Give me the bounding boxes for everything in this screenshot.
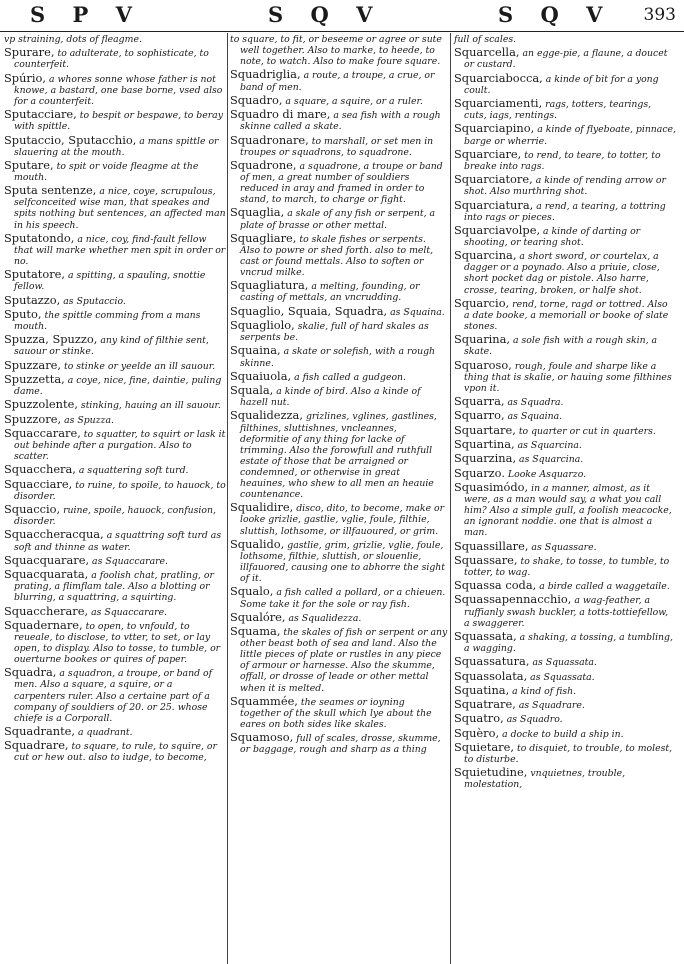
definition: as Squarcina. — [519, 454, 584, 466]
headword: Squaglia, — [230, 205, 285, 220]
definition: a squattring soft turd as soft and thinne as water. — [14, 530, 222, 553]
definition: full of scales. — [454, 34, 517, 45]
headword: Squarciare, — [454, 146, 522, 161]
definition: to bespit or bespawe, to beray with spittle. — [14, 110, 223, 133]
headword: Squietare, — [454, 739, 514, 754]
header-rule — [0, 31, 684, 32]
definition: a mans spittle or slauering at the mouth. — [14, 135, 219, 158]
dictionary-entry — [454, 123, 676, 146]
headword: Squaroso, — [454, 357, 512, 372]
headword: Squadronare, — [230, 132, 309, 147]
dictionary-entry — [454, 34, 676, 45]
definition: to disquiet, to trouble, to molest, to disturbe. — [464, 742, 673, 766]
definition: as Squadra. — [507, 397, 564, 409]
headword: Squaccherare, — [4, 603, 89, 618]
dictionary-entry — [454, 682, 676, 697]
headword: Squammée, — [230, 693, 298, 708]
headword: Sputatondo, — [4, 230, 75, 245]
headword: Squarzina, — [454, 451, 517, 466]
dictionary-entry — [454, 725, 676, 740]
headword: Spuzzare, — [4, 357, 62, 372]
dictionary-entry — [454, 439, 676, 451]
headword: Sputa sentenze, — [4, 183, 97, 198]
definition: a nice, coye, scrupulous, selfconceited wise man, that speakes and spits nothing but sentences, an affected man in his speech. — [14, 186, 226, 231]
headword: Squadriglia, — [230, 67, 301, 82]
page-header — [0, 0, 684, 30]
headword: Squaiuola, — [230, 368, 292, 383]
definition: a squadrone, a troupe or band of men, a great number of souldiers reduced in aray and framed in order to stand, to march, to charge or fight. — [240, 160, 443, 206]
dictionary-entry — [4, 185, 226, 230]
headword: Squietudine, — [454, 765, 528, 780]
dictionary-entry — [4, 726, 226, 738]
headword: Squatina, — [454, 682, 510, 697]
headword: Squaccio, — [4, 502, 61, 517]
dictionary-entry — [230, 230, 448, 279]
definition: to adulterate, to sophisticate, to counterfeit. — [14, 48, 209, 71]
definition: vnquietnes, trouble, molestation, — [464, 768, 626, 791]
headword: Squadernare, — [4, 617, 83, 632]
definition: a docke to build a ship in. — [502, 728, 624, 740]
definition: to ruine, to spoile, to hauock, to disorder. — [14, 479, 226, 502]
dictionary-entry — [4, 667, 226, 723]
dictionary-entry — [230, 345, 448, 368]
definition: a whores sonne whose father is not knowe, a bastard, one base borne, vsed also for a counterfeit. — [14, 73, 223, 107]
dictionary-entry — [230, 502, 448, 536]
dictionary-entry — [4, 569, 226, 603]
headword: Squadrone, — [230, 157, 297, 172]
dictionary-entry — [4, 529, 226, 552]
headword: Squasimódo, — [454, 479, 529, 494]
definition: rend, torne, ragd or tottred. Also a date booke, a memoriall or booke of slate stones. — [464, 298, 669, 333]
dictionary-entry — [454, 656, 676, 668]
column-divider — [227, 33, 228, 964]
dictionary-entry — [230, 207, 448, 230]
definition: as Squarcina. — [517, 440, 582, 451]
definition: a short sword, or courtelax, a dagger or a poynado. Also a priuie, close, short pocket dag or pistole. Also harre, crosse, tearing, broken, or halfe shot. — [464, 251, 660, 296]
dictionary-entry — [4, 157, 226, 183]
dictionary-entry — [454, 668, 676, 683]
page-number: 393 — [643, 5, 676, 25]
dictionary-entry — [4, 109, 226, 132]
definition: to square, to fit, or beseeme or agree or sute well together. Also to marke, to heede, to note, to watch. Also to make foure square. — [230, 34, 442, 68]
dictionary-entry — [230, 536, 448, 585]
definition: a fish called a gudgeon. — [294, 371, 406, 383]
headword: Spuzza, Spuzzo, — [4, 332, 98, 347]
definition: a spitting, a spauling, snottie fellow. — [14, 270, 206, 293]
definition: gastlie, grim, grizlie, vglie, foule, lothsome, filthie, sluttish, or slouenlie, illfauored, causing one to abhorre the sight of it. — [240, 539, 446, 585]
dictionary-entry — [454, 295, 676, 333]
headword: Squacciare, — [4, 476, 73, 491]
definition: as Squadro. — [506, 714, 563, 726]
dictionary-entry — [230, 109, 448, 132]
dictionary-entry — [4, 132, 226, 158]
dictionary-entry — [230, 693, 448, 730]
headword: Squadra, — [4, 665, 57, 680]
dictionary-entry — [454, 580, 676, 592]
definition: to square, to rule, to squire, or cut or hew out. also to iudge, to become, — [14, 741, 217, 764]
dictionary-entry — [454, 628, 676, 654]
headword: Spuzzetta, — [4, 371, 65, 386]
headword: Squaglio, Squaia, Squadra, — [230, 303, 388, 318]
definition: any kind of filthie sent, sauour or stinke. — [14, 335, 209, 358]
definition: a route, a troupe, a crue, or band of men. — [240, 70, 435, 93]
headword: Squama, — [230, 624, 281, 639]
headword: Squacquarata, — [4, 567, 89, 582]
dictionary-column-2 — [230, 34, 448, 758]
definition: a wag-feather, a ruffianly swash buckler, a totts-tottiefellow, a swaggerer. — [464, 595, 669, 629]
dictionary-entry — [454, 538, 676, 553]
dictionary-entry — [454, 70, 676, 96]
headword: Squarra, — [454, 394, 505, 409]
dictionary-column-1 — [4, 34, 226, 766]
running-head-left: S P V — [30, 2, 142, 27]
dictionary-entry — [4, 603, 226, 618]
definition: as Squassata. — [530, 671, 595, 683]
definition: the spittle comming from a mans mouth. — [14, 309, 201, 333]
headword: Squacquarare, — [4, 552, 90, 567]
headword: Squalo, — [230, 584, 274, 599]
dictionary-entry — [4, 70, 226, 107]
headword: Squarciatore, — [454, 172, 533, 187]
definition: disco, dito, to become, make or looke grizlie, gastlie, vglie, foule, filthie, sluttish, lothsome, or illfauoured, or grim. — [240, 503, 445, 537]
definition: a kinde of flyeboate, pinnace, barge or wherrie. — [464, 124, 676, 147]
headword: Squagliare, — [230, 230, 297, 245]
dictionary-entry — [230, 303, 448, 318]
headword: Squalidezza, — [230, 408, 303, 423]
dictionary-entry — [230, 92, 448, 107]
headword: Squarzo. — [454, 465, 505, 480]
definition: as Squalidezza. — [288, 612, 362, 624]
headword: Squassolata, — [454, 668, 528, 683]
headword: Squalóre, — [230, 609, 286, 624]
headword: Sputare, — [4, 157, 54, 172]
headword: Squarciapino, — [454, 121, 535, 136]
definition: to marshall, or set men in troupes or squadrons, to squadrone. — [240, 135, 434, 158]
definition: vp straining, dots of fleagme. — [4, 34, 142, 45]
definition: as Squaccarare. — [92, 555, 169, 567]
definition: a fish called a pollard, or a chieuen. Some take it for the sole or ray fish. — [240, 587, 446, 610]
dictionary-entry — [230, 368, 448, 383]
headword: Squarcina, — [454, 248, 517, 263]
headword: Squalido, — [230, 536, 285, 551]
dictionary-entry — [454, 396, 676, 408]
definition: to open, to vnfould, to reueale, to disclose, to vtter, to set, or lay open, to display. Also to tosse, to tumble, or ouerturne bookes or quires of paper. — [14, 620, 221, 666]
dictionary-entry — [454, 197, 676, 223]
headword: Squassata, — [454, 628, 517, 643]
definition: to rend, to teare, to totter, to breake into rags. — [464, 149, 661, 172]
dictionary-entry — [4, 34, 226, 45]
headword: Squagliolo, — [230, 318, 295, 333]
definition: to spit or voide fleagme at the mouth. — [14, 160, 199, 183]
dictionary-entry — [4, 740, 226, 763]
dictionary-entry — [454, 713, 676, 725]
definition: to shake, to tosse, to tumble, to totter, to wag. — [464, 555, 670, 578]
dictionary-entry — [4, 425, 226, 463]
dictionary-entry — [230, 132, 448, 158]
headword: Squassare, — [454, 552, 518, 567]
dictionary-entry — [230, 609, 448, 624]
dictionary-entry — [454, 410, 676, 422]
definition: a skate or solefish, with a rough skinne. — [240, 346, 436, 369]
definition: a sole fish with a rough skin, a skate. — [464, 335, 658, 358]
headword: Squaccarare, — [4, 425, 81, 440]
definition: a shaking, a tossing, a tumbling, a wagging. — [464, 631, 673, 654]
definition: as Squassata. — [532, 657, 597, 669]
definition: grizlines, vglines, gastlines, filthines, sluttishnes, vncleannes, deformitie of any thing for lacke of trimming. Also the forowfull and ruthfull estate of those that be arraigned or condemned, or otherwise in great heauines, who shew to all men an heauie countenance. — [240, 411, 437, 501]
headword: Squacchera, — [4, 462, 76, 477]
dictionary-entry — [4, 371, 226, 398]
dictionary-entry — [454, 47, 676, 70]
definition: ruine, spoile, hauock, confusion, disorder. — [14, 505, 216, 528]
dictionary-entry — [4, 617, 226, 666]
definition: to quarter or cut in quarters. — [518, 425, 656, 437]
dictionary-entry — [230, 280, 448, 303]
definition: a kinde of bird. Also a kinde of hazell nut. — [240, 386, 421, 409]
definition: the seames or ioyning together of the skull which lye about the eares on both sides like skales. — [240, 696, 432, 730]
dictionary-entry — [4, 464, 226, 476]
headword: Sputatore, — [4, 267, 66, 282]
definition: an egge-pie, a flaune, a doucet or custard. — [464, 48, 668, 71]
dictionary-entry — [4, 399, 226, 411]
definition: a quadrant. — [78, 727, 133, 739]
headword: Squala, — [230, 383, 274, 398]
headword: Spuzzolente, — [4, 397, 78, 412]
definition: rough, foule and sharpe like a thing that is skalie, or hauing some filthines vpon it. — [464, 360, 672, 394]
definition: a rend, a tearing, a tottring into rags or pieces. — [464, 200, 666, 223]
definition: skalie, full of hard skales as serpents be. — [240, 321, 429, 344]
headword: Squadro, — [230, 92, 283, 107]
headword: Squarro, — [454, 408, 505, 423]
headword: Sputo, — [4, 306, 42, 321]
definition: the skales of fish or serpent or any other beast both of sea and land. Also the little pieces of plate or rustles in any piece of armour or harnesse. Also the skumme, offall, or drosse of leade or other mettal when it is melted. — [240, 627, 448, 694]
dictionary-entry — [230, 69, 448, 92]
definition: a kinde of rending arrow or shot. Also murthring shot. — [464, 175, 666, 198]
dictionary-column-3 — [454, 34, 676, 793]
dictionary-entry — [230, 410, 448, 500]
dictionary-entry — [454, 699, 676, 711]
headword: Squarciatura, — [454, 197, 534, 212]
headword: Squassillare, — [454, 538, 529, 553]
definition: as Squadrare. — [518, 700, 585, 712]
headword: Spuzzore, — [4, 411, 62, 426]
definition: a coye, nice, fine, daintie, puling dame. — [14, 374, 222, 398]
headword: Sputacciare, — [4, 107, 77, 122]
definition: to squatter, to squirt or lask it out behinde after a purgation. Also to scatter. — [14, 428, 226, 463]
definition: a nice, coy, find-fault fellow that will marke whether men spit in order or no. — [14, 233, 226, 267]
definition: a kind of fish. — [512, 685, 577, 697]
definition: full of scales, drosse, skumme, or baggage, rough and sharp as a thing — [240, 733, 441, 756]
dictionary-entry — [230, 34, 448, 67]
headword: Squartare, — [454, 422, 516, 437]
headword: Squarcio, — [454, 295, 510, 310]
definition: as Squaccarare. — [91, 606, 168, 618]
dictionary-entry — [454, 222, 676, 248]
column-divider — [450, 33, 451, 964]
definition: as Squaina. — [390, 306, 445, 318]
dictionary-entry — [4, 504, 226, 527]
definition: to stinke or yeelde an ill sauour. — [64, 360, 216, 372]
dictionary-entry — [4, 269, 226, 292]
dictionary-entry — [4, 476, 226, 502]
definition: rags, totters, tearings, cuts, iags, rentings. — [464, 99, 652, 122]
dictionary-entry — [230, 626, 448, 694]
dictionary-entry — [454, 465, 676, 480]
headword: Squarina, — [454, 332, 511, 347]
headword: Squadro di mare, — [230, 107, 331, 122]
dictionary-entry — [454, 357, 676, 394]
dictionary-entry — [4, 47, 226, 70]
definition: a skale of any fish or serpent, a plate of brasse or other mettal. — [240, 208, 436, 231]
dictionary-entry — [4, 357, 226, 372]
dictionary-entry — [4, 306, 226, 333]
definition: as Sputaccio. — [63, 295, 126, 307]
headword: Squassa coda, — [454, 578, 537, 593]
headword: Squagliatura, — [230, 278, 309, 293]
headword: Squamoso, — [230, 730, 294, 745]
dictionary-entry — [454, 739, 676, 766]
definition: a squadron, a troupe, or band of men. Also a square, a squire, or a carpenters ruler. Also a certaine part of a company of souldiers of 20. or 25. whose chiefe is a Corporall. — [14, 668, 213, 724]
definition: a kinde of bit for a yong coult. — [464, 73, 659, 96]
definition: a birde called a waggetaile. — [539, 581, 670, 593]
headword: Squassatura, — [454, 654, 530, 669]
headword: Spúrio, — [4, 70, 46, 85]
headword: Squarciabocca, — [454, 70, 543, 85]
headword: Squalidire, — [230, 500, 294, 515]
running-head-center: S Q V — [268, 2, 383, 27]
dictionary-entry — [4, 411, 226, 426]
dictionary-entry — [454, 334, 676, 357]
dictionary-entry — [454, 250, 676, 295]
headword: Squarciavolpe, — [454, 222, 541, 237]
definition: as Squaina. — [507, 411, 563, 423]
running-head-right: S Q V — [498, 2, 613, 27]
dictionary-entry — [230, 157, 448, 206]
dictionary-entry — [454, 767, 676, 790]
dictionary-entry — [454, 422, 676, 437]
definition: a melting, founding, or casting of mettals, an vncrudding. — [240, 281, 420, 304]
headword: Spurare, — [4, 45, 55, 60]
definition: stinking, hauing an ill sauour. — [80, 400, 221, 412]
headword: Squaccheracqua, — [4, 527, 104, 542]
dictionary-entry — [454, 453, 676, 465]
dictionary-entry — [230, 586, 448, 609]
dictionary-entry — [4, 334, 226, 357]
definition: as Spuzza. — [64, 414, 114, 426]
definition: a kinde of darting or shooting, or tearing shot. — [464, 225, 641, 248]
dictionary-entry — [4, 230, 226, 267]
dictionary-entry — [230, 385, 448, 408]
definition: a squattering soft turd. — [78, 465, 189, 477]
dictionary-entry — [454, 98, 676, 121]
headword: Squatro, — [454, 711, 504, 726]
definition: Looke Asquarzo. — [507, 468, 587, 480]
dictionary-entry — [4, 292, 226, 307]
headword: Sputazzo, — [4, 292, 61, 307]
dictionary-entry — [4, 552, 226, 567]
definition: as Squassare. — [531, 541, 597, 553]
definition: in a manner, almost, as it were, as a man would say, a what you call him? Also a simple gull, a foolish meacocke, an ignorant noddie. one that is almost a man. — [464, 482, 672, 539]
definition: a sea fish with a rough skinne called a skate. — [240, 110, 441, 133]
headword: Squaina, — [230, 343, 281, 358]
headword: Squarciamenti, — [454, 96, 543, 111]
dictionary-entry — [230, 320, 448, 343]
dictionary-entry — [454, 479, 676, 539]
headword: Squadrante, — [4, 724, 76, 739]
headword: Squèro, — [454, 725, 500, 740]
headword: Squartina, — [454, 437, 515, 451]
dictionary-entry — [454, 146, 676, 172]
dictionary-entry — [454, 552, 676, 578]
definition: a foolish chat, pratling, or prating, a flimflam tale. Also a blotting or blurring, a squattring, a squirting. — [14, 570, 214, 604]
dictionary-entry — [230, 732, 448, 755]
headword: Sputaccio, Sputacchio, — [4, 132, 137, 147]
dictionary-entry — [454, 594, 676, 628]
headword: Squadrare, — [4, 738, 69, 753]
headword: Squarcella, — [454, 45, 520, 60]
headword: Squatrare, — [454, 697, 516, 712]
dictionary-entry — [454, 174, 676, 197]
headword: Squassapennacchio, — [454, 592, 572, 607]
definition: a square, a squire, or a ruler. — [285, 95, 423, 107]
definition: to skale fishes or serpents. Also to powre or shed forth. also to melt, cast or found mettals. Also to soften or vncrud milke. — [240, 233, 434, 279]
